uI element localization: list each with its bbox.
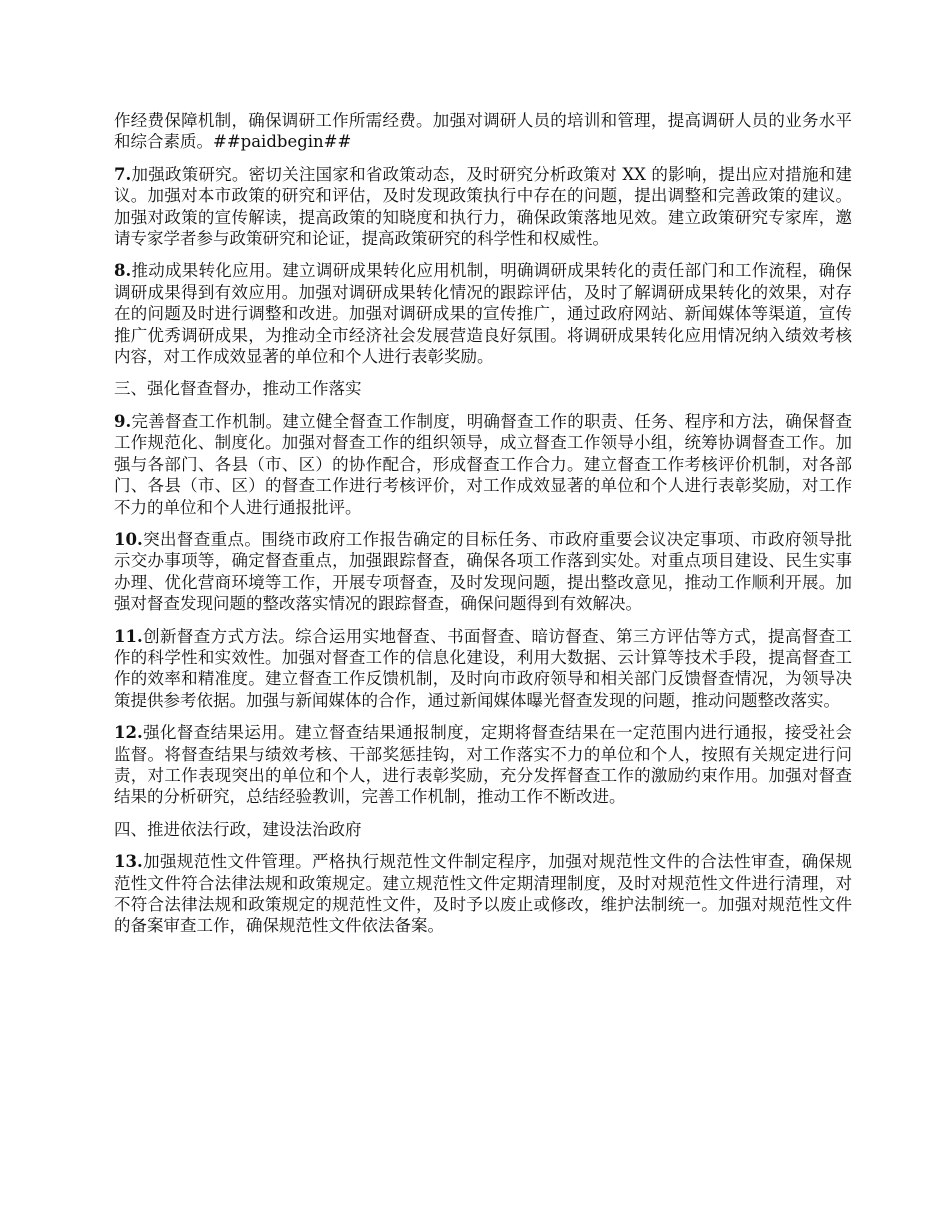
document-body [114, 110, 852, 948]
paragraph-item-8 [114, 260, 852, 367]
heading-text: 三、强化督查督办，推动工作落实 [114, 379, 362, 399]
paragraph-item-9 [114, 411, 852, 518]
paragraph-item-11 [114, 626, 852, 712]
item-number: 13. [114, 852, 143, 872]
paragraph-item-10 [114, 529, 852, 615]
item-number: 9. [114, 411, 132, 431]
paragraph-continuation [114, 110, 852, 153]
item-number: 11. [114, 626, 143, 646]
item-number: 7. [114, 164, 132, 184]
paragraph-item-7 [114, 164, 852, 250]
paragraph-text: 突出督查重点。围绕市政府工作报告确定的目标任务、市政府重要会议决定事项、市政府领导批示交办事项等，确定督查重点，加强跟踪督查，确保各项工作落到实处。对重点项目建设、民生实事办理、优化营商环境等工作，开展专项督查，及时发现问题，提出整改意见，推动工作顺利开展。加强对督查发现问题的整改落实情况的跟踪督查，确保问题得到有效解决。 [114, 529, 852, 614]
paragraph-text: 加强规范性文件管理。严格执行规范性文件制定程序，加强对规范性文件的合法性审查，确保规范性文件符合法律法规和政策规定。建立规范性文件定期清理制度，及时对规范性文件进行清理，对不符合法律法规和政策规定的规范性文件，及时予以废止或修改，维护法制统一。加强对规范性文件的备案审查工作，确保规范性文件依法备案。 [114, 852, 852, 936]
item-number: 12. [114, 723, 143, 743]
paragraph-text: 作经费保障机制，确保调研工作所需经费。加强对调研人员的培训和管理，提高调研人员的业务水平和综合素质。##paidbegin## [114, 111, 852, 152]
paragraph-item-13 [114, 851, 852, 937]
item-number: 10. [114, 529, 143, 549]
paragraph-text: 强化督查结果运用。建立督查结果通报制度，定期将督查结果在一定范围内进行通报，接受社会监督。将督查结果与绩效考核、干部奖惩挂钩，对工作落实不力的单位和个人，按照有关规定进行问责，对工作表现突出的单位和个人，进行表彰奖励，充分发挥督查工作的激励约束作用。加强对督查结果的分析研究，总结经验教训，完善工作机制，推动工作不断改进。 [114, 723, 852, 807]
paragraph-text: 加强政策研究。密切关注国家和省政策动态，及时研究分析政策对 XX 的影响，提出应对措施和建议。加强对本市政策的研究和评估，及时发现政策执行中存在的问题，提出调整和完善政策的建议。加强对政策的宣传解读，提高政策的知晓度和执行力，确保政策落地见效。建立政策研究专家库，邀请专家学者参与政策研究和论证，提高政策研究的科学性和权威性。 [114, 164, 852, 249]
section-heading-3 [114, 378, 852, 399]
paragraph-text: 推动成果转化应用。建立调研成果转化应用机制，明确调研成果转化的责任部门和工作流程，确保调研成果得到有效应用。加强对调研成果转化情况的跟踪评估，及时了解调研成果转化的效果，对存在的问题及时进行调整和改进。加强对调研成果的宣传推广，通过政府网站、新闻媒体等渠道，宣传推广优秀调研成果，为推动全市经济社会发展营造良好氛围。将调研成果转化应用情况纳入绩效考核内容，对工作成效显著的单位和个人进行表彰奖励。 [114, 261, 852, 367]
item-number: 8. [114, 261, 132, 281]
section-heading-4 [114, 819, 852, 840]
paragraph-text: 完善督查工作机制。建立健全督查工作制度，明确督查工作的职责、任务、程序和方法，确保督查工作规范化、制度化。加强对督查工作的组织领导，成立督查工作领导小组，统筹协调督查工作。加强与各部门、各县（市、区）的协作配合，形成督查工作合力。建立督查工作考核评价机制，对各部门、各县（市、区）的督查工作进行考核评价，对工作成效显著的单位和个人进行表彰奖励，对工作不力的单位和个人进行通报批评。 [114, 411, 852, 517]
paragraph-text: 创新督查方式方法。综合运用实地督查、书面督查、暗访督查、第三方评估等方式，提高督查工作的科学性和实效性。加强对督查工作的信息化建设，利用大数据、云计算等技术手段，提高督查工作的效率和精准度。建立督查工作反馈机制，及时向市政府领导和相关部门反馈督查情况，为领导决策提供参考依据。加强与新闻媒体的合作，通过新闻媒体曝光督查发现的问题，推动问题整改落实。 [114, 626, 852, 710]
heading-text: 四、推进依法行政，建设法治政府 [114, 819, 362, 839]
paragraph-item-12 [114, 722, 852, 808]
